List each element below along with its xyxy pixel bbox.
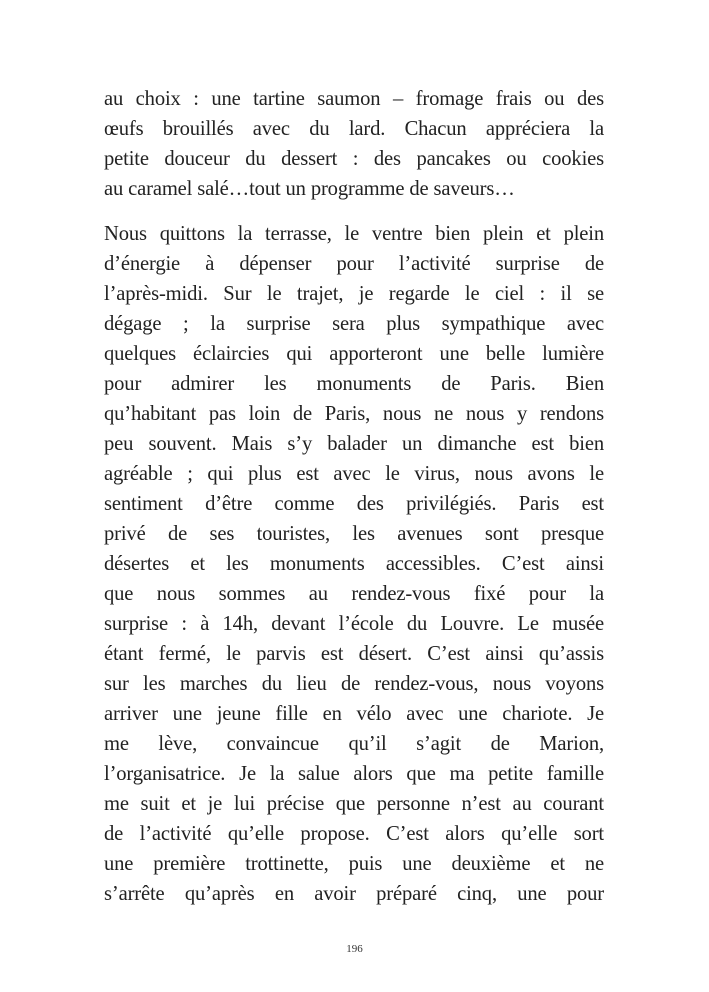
text-line: agréable ; qui plus est avec le virus, nous avons le: [104, 463, 604, 485]
text-line: qu’habitant pas loin de Paris, nous ne nous y rendons: [104, 403, 604, 425]
text-line: privé de ses touristes, les avenues sont presque: [104, 523, 604, 545]
text-line: me lève, convaincue qu’il s’agit de Marion,: [104, 733, 604, 755]
text-line: arriver une jeune fille en vélo avec une chariote. Je: [104, 703, 604, 725]
text-line: désertes et les monuments accessibles. C’est ainsi: [104, 553, 604, 575]
text-line: pour admirer les monuments de Paris. Bien: [104, 373, 604, 395]
text-line: s’arrête qu’après en avoir préparé cinq, une pour: [104, 883, 604, 905]
text-line: l’organisatrice. Je la salue alors que ma petite famille: [104, 763, 604, 785]
text-line: me suit et je lui précise que personne n’est au courant: [104, 793, 604, 815]
text-line: d’énergie à dépenser pour l’activité surprise de: [104, 253, 604, 275]
text-line: sur les marches du lieu de rendez-vous, nous voyons: [104, 673, 604, 695]
text-line: petite douceur du dessert : des pancakes ou cookies: [104, 148, 604, 170]
text-line: surprise : à 14h, devant l’école du Louvre. Le musée: [104, 613, 604, 635]
paragraph-1: [104, 84, 604, 204]
text-line: une première trottinette, puis une deuxième et ne: [104, 853, 604, 875]
page-number: 196: [346, 943, 363, 955]
text-line: Nous quittons la terrasse, le ventre bien plein et plein: [104, 223, 604, 245]
paragraph-2: [104, 219, 604, 909]
text-line: peu souvent. Mais s’y balader un dimanche est bien: [104, 433, 604, 455]
text-line: au choix : une tartine saumon – fromage frais ou des: [104, 88, 604, 110]
text-line: de l’activité qu’elle propose. C’est alors qu’elle sort: [104, 823, 604, 845]
text-line: sentiment d’être comme des privilégiés. Paris est: [104, 493, 604, 515]
text-line: que nous sommes au rendez-vous fixé pour la: [104, 583, 604, 605]
text-line: au caramel salé…tout un programme de saveurs…: [104, 178, 515, 200]
text-line: œufs brouillés avec du lard. Chacun appréciera la: [104, 118, 604, 140]
text-line: dégage ; la surprise sera plus sympathique avec: [104, 313, 604, 335]
text-line: étant fermé, le parvis est désert. C’est ainsi qu’assis: [104, 643, 604, 665]
text-line: l’après-midi. Sur le trajet, je regarde le ciel : il se: [104, 283, 604, 305]
text-line: quelques éclaircies qui apporteront une belle lumière: [104, 343, 604, 365]
